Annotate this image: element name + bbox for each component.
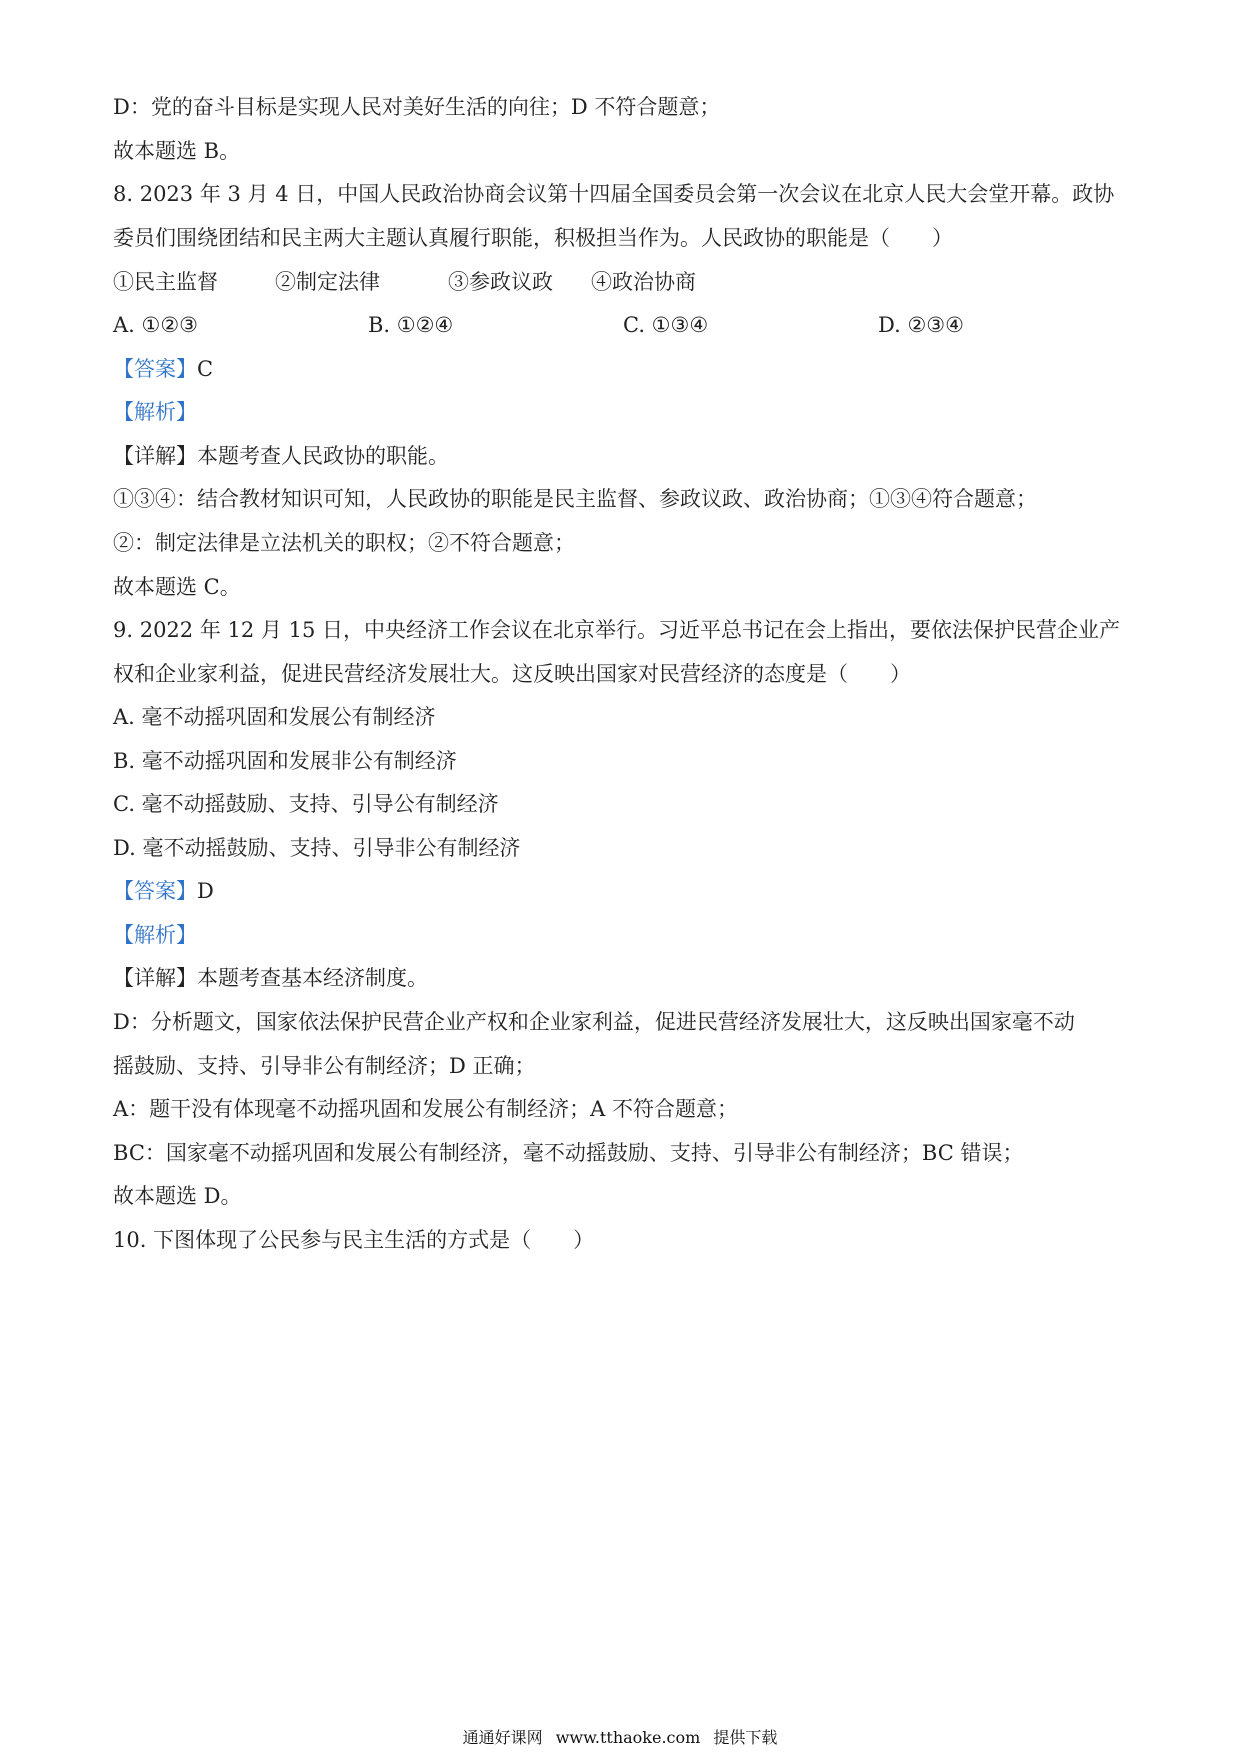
q9-detail: 【详解】本题考查基本经济制度。 bbox=[113, 966, 428, 990]
q9-option-c: C. 毫不动摇鼓励、支持、引导公有制经济 bbox=[113, 792, 499, 816]
q9-explanation-1-line-1: D：分析题文，国家依法保护民营企业产权和企业家利益，促进民营经济发展壮大，这反映出国家毫不动 bbox=[113, 1010, 1075, 1034]
q8-options bbox=[113, 310, 1113, 340]
q8-detail: 【详解】本题考查人民政协的职能。 bbox=[113, 444, 449, 468]
page-footer bbox=[0, 1726, 1240, 1750]
q7-option-d-explanation: D：党的奋斗目标是实现人民对美好生活的向往；D 不符合题意； bbox=[113, 95, 721, 119]
q9-analysis-tag: 【解析】 bbox=[113, 923, 197, 947]
q8-explanation-2: ②：制定法律是立法机关的职权；②不符合题意； bbox=[113, 531, 575, 555]
q8-option-a: A. ①②③ bbox=[113, 313, 198, 337]
q8-item: ③参政议政 bbox=[448, 270, 553, 294]
q7-conclusion: 故本题选 B。 bbox=[113, 139, 241, 163]
q9-explanation-2: A：题干没有体现毫不动摇巩固和发展公有制经济；A 不符合题意； bbox=[113, 1097, 739, 1121]
answer-value: C bbox=[197, 357, 214, 381]
q9-option-b: B. 毫不动摇巩固和发展非公有制经济 bbox=[113, 749, 457, 773]
q8-option-b: B. ①②④ bbox=[368, 313, 454, 337]
q9-stem-line-1: 9. 2022 年 12 月 15 日，中央经济工作会议在北京举行。习近平总书记在会上指出，要依法保护民营企业产 bbox=[113, 618, 1120, 642]
q9-stem-line-2: 权和企业家利益，促进民营经济发展壮大。这反映出国家对民营经济的态度是（ ） bbox=[113, 662, 911, 686]
q9-conclusion: 故本题选 D。 bbox=[113, 1184, 242, 1208]
q8-option-c: C. ①③④ bbox=[623, 313, 709, 337]
q9-option-a: A. 毫不动摇巩固和发展公有制经济 bbox=[113, 705, 436, 729]
q9-explanation-3: BC：国家毫不动摇巩固和发展公有制经济，毫不动摇鼓励、支持、引导非公有制经济；BC 错误； bbox=[113, 1141, 1024, 1165]
q9-option-d: D. 毫不动摇鼓励、支持、引导非公有制经济 bbox=[113, 836, 521, 860]
q8-item: ②制定法律 bbox=[275, 270, 380, 294]
q8-option-d: D. ②③④ bbox=[878, 313, 964, 337]
q8-item: ①民主监督 bbox=[113, 270, 218, 294]
q8-conclusion: 故本题选 C。 bbox=[113, 575, 241, 599]
q9-answer bbox=[113, 876, 214, 906]
q8-answer bbox=[113, 354, 213, 384]
q8-analysis-tag: 【解析】 bbox=[113, 400, 197, 424]
q8-explanation-1: ①③④：结合教材知识可知，人民政协的职能是民主监督、参政议政、政治协商；①③④符合题意； bbox=[113, 487, 1037, 511]
q8-items bbox=[113, 267, 1113, 297]
answer-value: D bbox=[197, 879, 214, 903]
footer-suffix: 提供下载 bbox=[713, 1728, 778, 1747]
footer-url[interactable]: www.tthaoke.com bbox=[555, 1728, 701, 1747]
q9-explanation-1-line-2: 摇鼓励、支持、引导非公有制经济；D 正确； bbox=[113, 1054, 536, 1078]
q8-stem-line-1: 8. 2023 年 3 月 4 日，中国人民政治协商会议第十四届全国委员会第一次会议在北京人民大会堂开幕。政协 bbox=[113, 182, 1115, 206]
answer-tag: 【答案】 bbox=[113, 879, 197, 903]
answer-tag: 【答案】 bbox=[113, 357, 197, 381]
q10-stem: 10. 下图体现了公民参与民主生活的方式是（ ） bbox=[113, 1228, 595, 1252]
footer-site-name: 通通好课网 bbox=[462, 1728, 543, 1747]
q8-item: ④政治协商 bbox=[591, 270, 696, 294]
q8-stem-line-2: 委员们围绕团结和民主两大主题认真履行职能，积极担当作为。人民政协的职能是（ ） bbox=[113, 226, 953, 250]
